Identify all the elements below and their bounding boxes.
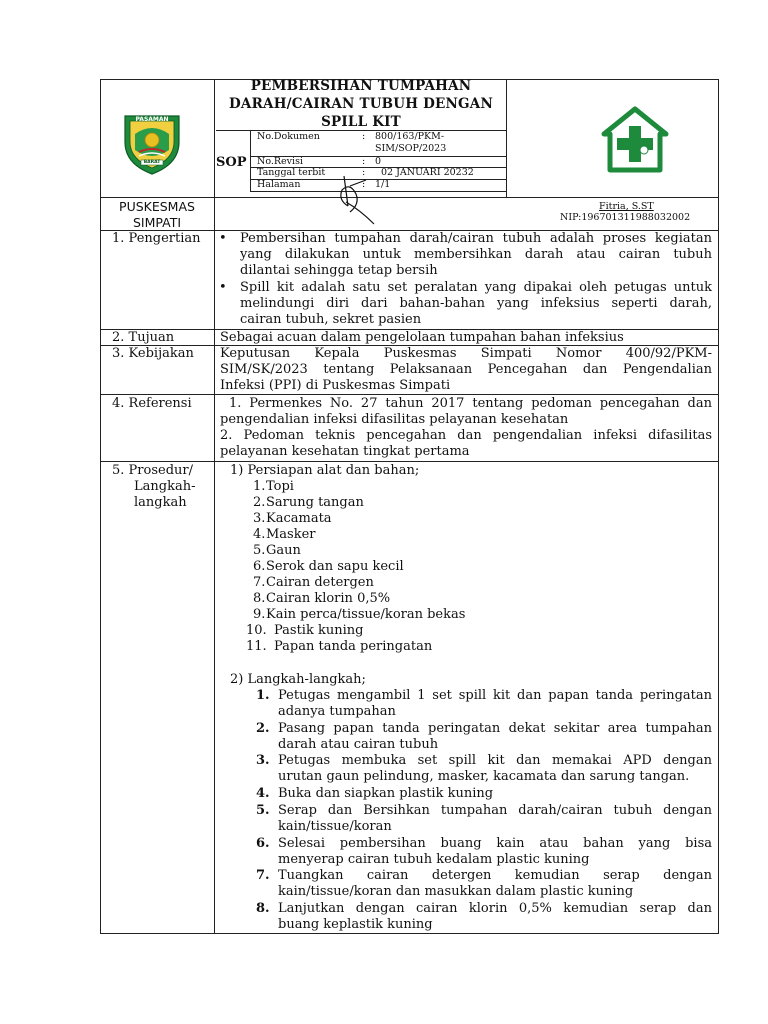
referensi-line: 2. Pedoman teknis pencegahan dan pengendalian infeksi difasilitas bbox=[220, 428, 712, 443]
signer-name: Fitria, S.ST bbox=[599, 201, 654, 212]
prosedur-part1-title: 1) Persiapan alat dan bahan; bbox=[230, 463, 420, 478]
pengertian-line: Pembersihan tumpahan darah/cairan tubuh adalah proses kegiatan bbox=[240, 231, 712, 246]
tool-item: Kain perca/tissue/koran bekas bbox=[266, 607, 466, 622]
pasaman-barat-logo bbox=[121, 112, 183, 176]
step-number: 4. bbox=[256, 786, 270, 801]
meta-label-tanggal: Tanggal terbit bbox=[257, 167, 326, 178]
tool-number: 1. bbox=[253, 479, 266, 494]
pengertian-line: Spill kit adalah satu set peralatan yang dipakai oleh petugas untuk bbox=[240, 280, 712, 295]
step-line: Selesai pembersihan buang kain atau bahan yang bisa bbox=[278, 836, 712, 851]
logo-subtext: BARAT bbox=[143, 160, 161, 165]
label-prosedur: langkah bbox=[134, 495, 187, 510]
tool-number: 7. bbox=[253, 575, 266, 590]
bullet-icon: • bbox=[219, 231, 227, 246]
meta-sep: : bbox=[362, 131, 366, 142]
step-line: adanya tumpahan bbox=[278, 704, 396, 719]
tool-item: Kacamata bbox=[266, 511, 332, 526]
kebijakan-line: SIM/SK/2023 tentang Pelaksanaan Pencegahan dan Pengendalian bbox=[220, 362, 712, 377]
tool-number: 8. bbox=[253, 591, 266, 606]
tool-number: 4. bbox=[253, 527, 266, 542]
title-line-2: DARAH/CAIRAN TUBUH DENGAN bbox=[229, 96, 493, 112]
step-line: kain/tissue/koran bbox=[278, 819, 392, 834]
meta-sep: : bbox=[362, 156, 366, 167]
step-line: Petugas membuka set spill kit dan memakai APD dengan bbox=[278, 753, 712, 768]
tool-number: 3. bbox=[253, 511, 266, 526]
kebijakan-line: Keputusan Kepala Puskesmas Simpati Nomor 400/92/PKM- bbox=[220, 346, 712, 361]
referensi-line: pengendalian infeksi difasilitas pelayanan kesehatan bbox=[220, 412, 569, 427]
tool-item: Masker bbox=[266, 527, 316, 542]
step-line: darah atau cairan tubuh bbox=[278, 737, 439, 752]
prosedur-part2-title: 2) Langkah-langkah; bbox=[230, 672, 366, 687]
step-line: Pasang papan tanda peringatan dekat sekitar area tumpahan bbox=[278, 721, 712, 736]
tool-number: 9. bbox=[253, 607, 266, 622]
step-number: 6. bbox=[256, 836, 270, 851]
label-prosedur: 5. Prosedur/ bbox=[112, 463, 193, 478]
meta-label-halaman: Halaman bbox=[257, 179, 301, 190]
tool-item: Papan tanda peringatan bbox=[274, 639, 433, 654]
tujuan-text: Sebagai acuan dalam pengelolaan tumpahan bahan infeksius bbox=[220, 330, 624, 345]
tool-number: 10. bbox=[246, 623, 267, 638]
signature bbox=[330, 172, 378, 232]
meta-value-halaman: 1/1 bbox=[375, 179, 391, 190]
tool-number: 2. bbox=[253, 495, 266, 510]
step-number: 1. bbox=[256, 688, 270, 703]
title-line-3: SPILL KIT bbox=[321, 114, 401, 130]
step-line: menyerap cairan tubuh kedalam plastic kuning bbox=[278, 852, 590, 867]
meta-value-dokumen-2: SIM/SOP/2023 bbox=[375, 143, 447, 154]
puskesmas-logo bbox=[600, 106, 670, 178]
step-number: 5. bbox=[256, 803, 270, 818]
label-referensi: 4. Referensi bbox=[112, 396, 192, 411]
meta-value-dokumen: 800/163/PKM- bbox=[375, 131, 445, 142]
logo-text: PASAMAN bbox=[135, 116, 169, 123]
label-prosedur: Langkah- bbox=[134, 479, 196, 494]
meta-label-revisi: No.Revisi bbox=[257, 156, 303, 167]
step-number: 8. bbox=[256, 901, 270, 916]
label-tujuan: 2. Tujuan bbox=[112, 330, 175, 345]
tool-item: Serok dan sapu kecil bbox=[266, 559, 404, 574]
org-name-line-2: SIMPATI bbox=[132, 215, 182, 230]
pengertian-line: cairan tubuh, sekret pasien bbox=[240, 312, 422, 327]
tool-item: Cairan klorin 0,5% bbox=[266, 591, 391, 606]
step-line: Lanjutkan dengan cairan klorin 0,5% kemudian serap dan bbox=[278, 901, 712, 916]
pengertian-line: dilantai sehingga tetap bersih bbox=[240, 263, 438, 278]
step-line: kain/tissue/koran dan masukkan dalam plastic kuning bbox=[278, 884, 634, 899]
step-line: Buka dan siapkan plastik kuning bbox=[278, 786, 494, 801]
step-line: Serap dan Bersihkan tumpahan darah/cairan tubuh dengan bbox=[278, 803, 712, 818]
sop-label: SOP bbox=[216, 155, 247, 170]
step-number: 7. bbox=[256, 868, 270, 883]
signer-nip: NIP:196701311988032002 bbox=[560, 212, 691, 223]
kebijakan-line: Infeksi (PPI) di Puskesmas Simpati bbox=[220, 378, 451, 393]
referensi-line: 1. Permenkes No. 27 tahun 2017 tentang pedoman pencegahan dan bbox=[229, 396, 712, 411]
meta-label-dokumen: No.Dokumen bbox=[257, 131, 320, 142]
tool-item: Topi bbox=[266, 479, 294, 494]
meta-value-revisi: 0 bbox=[375, 156, 382, 167]
step-line: urutan gaun pelindung, masker, kacamata dan sarung tangan. bbox=[278, 769, 690, 784]
tool-item: Pastik kuning bbox=[274, 623, 364, 638]
step-line: buang keplastik kuning bbox=[278, 917, 433, 932]
referensi-line: pelayanan kesehatan tingkat pertama bbox=[220, 444, 470, 459]
step-line: Petugas mengambil 1 set spill kit dan papan tanda peringatan bbox=[278, 688, 712, 703]
step-number: 3. bbox=[256, 753, 270, 768]
pengertian-line: yang dilakukan untuk membersihkan darah atau cairan tubuh bbox=[240, 247, 712, 262]
org-name-line-1: PUSKESMAS bbox=[119, 199, 195, 214]
label-kebijakan: 3. Kebijakan bbox=[112, 346, 194, 361]
tool-item: Cairan detergen bbox=[266, 575, 374, 590]
meta-value-tanggal: 02 JANUARI 20232 bbox=[381, 167, 474, 178]
tool-number: 6. bbox=[253, 559, 266, 574]
tool-item: Sarung tangan bbox=[266, 495, 364, 510]
meta-sep: : bbox=[362, 179, 366, 190]
tool-number: 5. bbox=[253, 543, 266, 558]
label-pengertian: 1. Pengertian bbox=[112, 231, 201, 246]
tool-number: 11. bbox=[246, 639, 267, 654]
tool-item: Gaun bbox=[266, 543, 301, 558]
step-number: 2. bbox=[256, 721, 270, 736]
step-line: Tuangkan cairan detergen kemudian serap dengan bbox=[278, 868, 712, 883]
pengertian-line: melindungi diri dari bahan-bahan yang infeksius seperti darah, bbox=[240, 296, 712, 311]
bullet-icon: • bbox=[219, 280, 227, 295]
meta-sep: : bbox=[362, 167, 366, 178]
title-line-1: PEMBERSIHAN TUMPAHAN bbox=[250, 78, 472, 94]
